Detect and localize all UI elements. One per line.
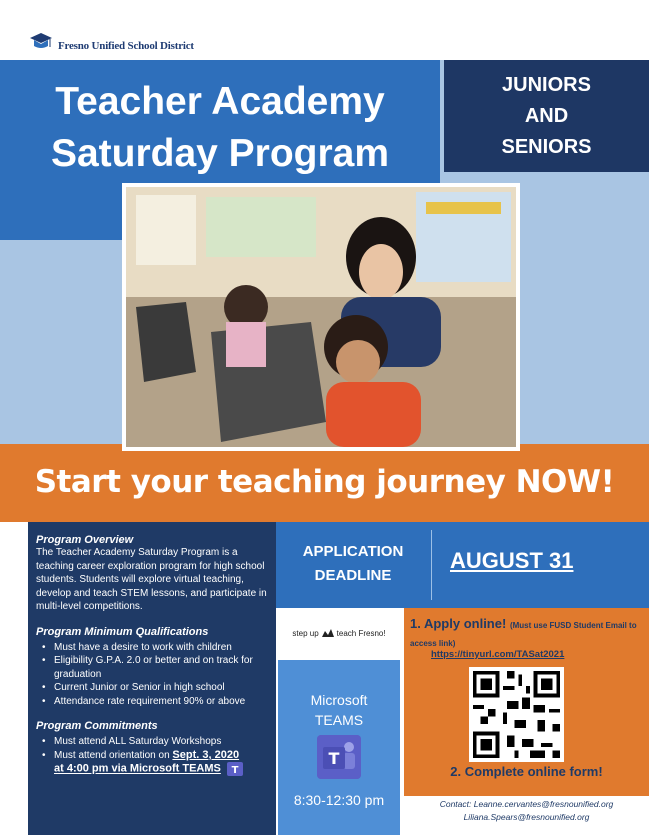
deadline-label-line-1: APPLICATION xyxy=(302,543,404,560)
district-name: Fresno Unified School District xyxy=(58,40,194,52)
list-item: • Must attend ALL Saturday Workshops xyxy=(54,735,268,749)
overview-text: The Teacher Academy Saturday Program is a teaching career exploration program for high school students. Students will explore virtual teaching, develop and teach STEM lessons, and participate in multi-level competitions. xyxy=(36,547,267,612)
orientation-date: Sept. 3, 2020 xyxy=(172,748,240,761)
microsoft-teams-icon xyxy=(317,735,361,779)
deadline-divider xyxy=(431,530,432,600)
commitments-heading: Program Commitments xyxy=(36,720,158,732)
teams-label xyxy=(278,690,400,730)
list-item: • Current Junior or Senior in high school xyxy=(54,681,268,695)
teams-small-icon xyxy=(227,762,243,776)
program-info-panel xyxy=(28,522,276,835)
list-item xyxy=(54,749,268,777)
list-item: • Eligibility G.P.A. 2.0 or better and on track for graduation xyxy=(54,654,268,681)
overview-heading: Program Overview xyxy=(36,534,134,546)
tagline: Start your teaching journey NOW! xyxy=(34,464,615,500)
teach-fresno-text: teach Fresno! xyxy=(336,628,386,638)
step-up-logo xyxy=(278,608,400,658)
teams-label-line-1: Microsoft xyxy=(310,692,368,708)
list-item: • Attendance rate requirement 90% or above xyxy=(54,695,268,709)
contact-line-1: Contact: Leanne.cervantes@fresnounified.org xyxy=(439,799,614,809)
classroom-photo xyxy=(122,183,520,451)
apply-step-1 xyxy=(410,616,645,652)
step-up-emblem-icon xyxy=(321,627,335,639)
contact-line-2: Liliana.Spears@fresnounified.org xyxy=(463,812,590,822)
qualifications-list xyxy=(36,641,268,709)
qr-code[interactable] xyxy=(469,667,564,762)
title-line-1: Teacher Academy xyxy=(55,80,385,123)
apply-step-2: 2. Complete online form! xyxy=(450,764,603,779)
audience-line-1: JUNIORS xyxy=(502,74,591,96)
apply-step-1-label: 1. Apply online! xyxy=(410,616,507,631)
audience-badge xyxy=(444,60,649,172)
commitments-list xyxy=(36,735,268,776)
orientation-prefix: Must attend orientation on xyxy=(54,749,173,761)
deadline-date: AUGUST 31 xyxy=(450,548,574,573)
list-item: • Must have a desire to work with children xyxy=(54,641,268,655)
deadline-label xyxy=(286,540,420,588)
session-time: 8:30-12:30 pm xyxy=(293,792,385,808)
title-line-2: Saturday Program xyxy=(50,132,390,175)
graduation-cap-icon xyxy=(28,30,54,52)
deadline-label-line-2: DEADLINE xyxy=(314,567,392,584)
svg-text:T: T xyxy=(231,765,239,776)
contact-info xyxy=(404,798,649,824)
apply-note: (Must use FUSD Student Email to access link) xyxy=(410,621,637,648)
application-link[interactable]: https://tinyurl.com/TASat2021 xyxy=(431,649,565,660)
step-up-text: step up xyxy=(292,628,319,638)
audience-line-2: AND xyxy=(524,105,569,127)
qualifications-heading: Program Minimum Qualifications xyxy=(36,625,209,638)
audience-line-3: SENIORS xyxy=(501,136,592,158)
svg-text:T: T xyxy=(328,749,340,768)
orientation-time: at 4:00 pm via Microsoft TEAMS xyxy=(54,762,221,775)
district-logo xyxy=(28,20,194,52)
teams-label-line-2: TEAMS xyxy=(314,712,364,728)
